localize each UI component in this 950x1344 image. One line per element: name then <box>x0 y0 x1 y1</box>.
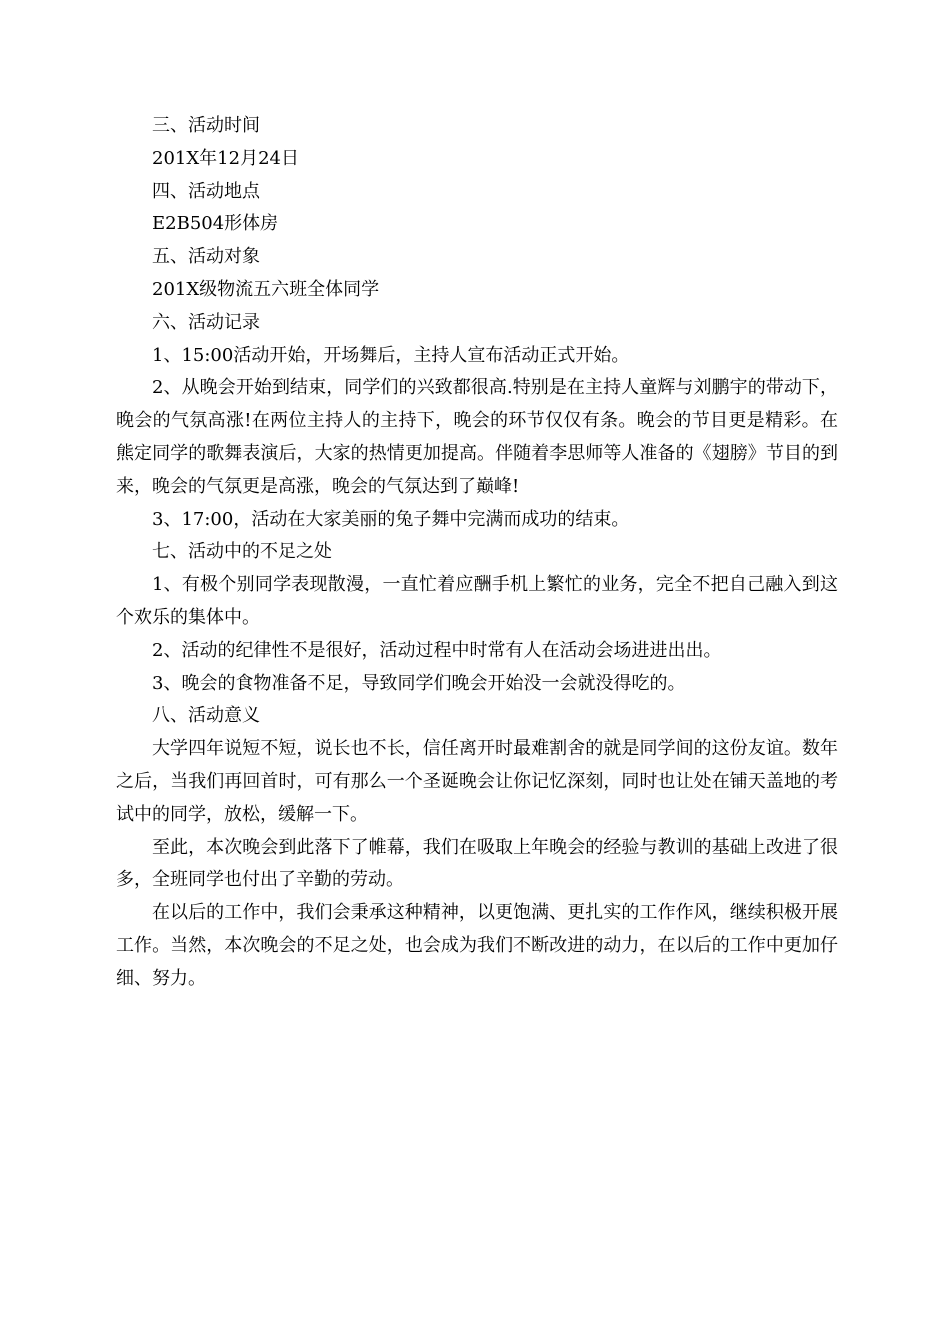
shortcoming-item-3: 3、晚会的食物准备不足，导致同学们晚会开始没一会就没得吃的。 <box>152 672 686 694</box>
heading-activity-audience: 五、活动对象 <box>152 246 260 268</box>
heading-activity-location: 四、活动地点 <box>152 180 260 202</box>
record-item-2: 2、从晚会开始到结束，同学们的兴致都很高.特别是在主持人童辉与刘鹏宇的带动下，晚会的气氛高涨!在两位主持人的主持下，晚会的环节仅仅有条。晚会的节目更是精彩。在熊定同学的歌舞表演后，大家的热情更加提高。伴随着李思师等人准备的《翅膀》节目的到来，晚会的气氛更是高涨，晚会的气氛达到了巅峰! <box>116 377 838 497</box>
closing-paragraph-2: 在以后的工作中，我们会秉承这种精神，以更饱满、更扎实的工作作风，继续积极开展工作。当然，本次晚会的不足之处，也会成为我们不断改进的动力，在以后的工作中更加仔细、努力。 <box>116 902 838 989</box>
significance-paragraph: 大学四年说短不短，说长也不长，信任离开时最难割舍的就是同学间的这份友谊。数年之后，当我们再回首时，可有那么一个圣诞晚会让你记忆深刻，同时也让处在铺天盖地的考试中的同学，放松，缓解一下。 <box>116 738 838 825</box>
heading-activity-time: 三、活动时间 <box>152 115 260 136</box>
heading-shortcomings: 七、活动中的不足之处 <box>152 541 332 563</box>
activity-date: 201X年12月24日 <box>152 147 299 169</box>
record-item-3: 3、17:00，活动在大家美丽的兔子舞中完满而成功的结束。 <box>152 508 630 530</box>
heading-significance: 八、活动意义 <box>152 705 260 727</box>
shortcoming-item-1: 1、有极个别同学表现散漫，一直忙着应酬手机上繁忙的业务，完全不把自己融入到这个欢乐的集体中。 <box>116 574 838 628</box>
shortcoming-item-2: 2、活动的纪律性不是很好，活动过程中时常有人在活动会场进进出出。 <box>152 639 722 661</box>
closing-paragraph-1: 至此，本次晚会到此落下了帷幕，我们在吸取上年晚会的经验与教训的基础上改进了很多，全班同学也付出了辛勤的劳动。 <box>116 836 838 891</box>
activity-location: E2B504形体房 <box>152 213 279 235</box>
heading-activity-record: 六、活动记录 <box>152 311 260 333</box>
document-body <box>116 110 838 996</box>
activity-audience: 201X级物流五六班全体同学 <box>152 278 380 300</box>
record-item-1: 1、15:00活动开始，开场舞后，主持人宣布活动正式开始。 <box>152 344 630 366</box>
